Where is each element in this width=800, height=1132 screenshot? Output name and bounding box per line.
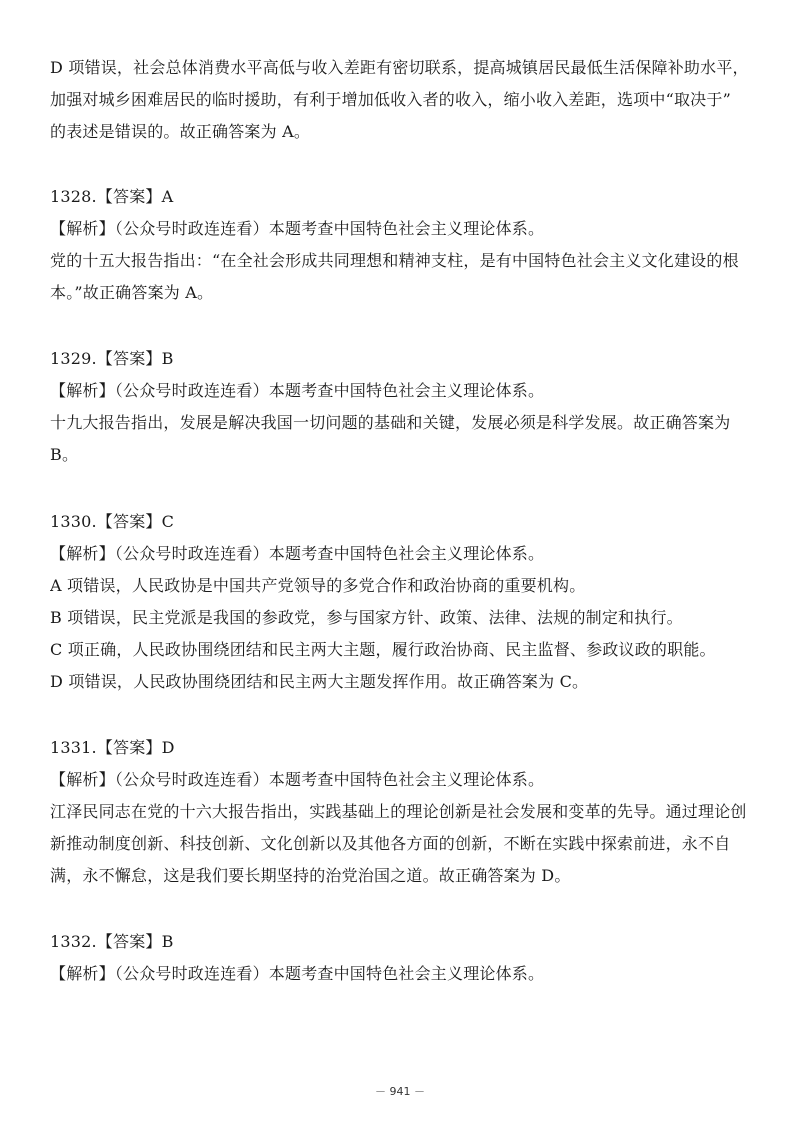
analysis-line: 本。”故正确答案为 A。 xyxy=(50,283,214,302)
analysis-line: 【解析】（公众号时政连连看）本题考查中国特色社会主义理论体系。 xyxy=(50,544,545,563)
answer-heading-1332: 1332.【答案】B xyxy=(50,932,174,951)
analysis-line: 江泽民同志在党的十六大报告指出，实践基础上的理论创新是社会发展和变革的先导。通过理论创 xyxy=(50,802,747,821)
answer-heading-1331: 1331.【答案】D xyxy=(50,738,175,757)
analysis-line: 【解析】（公众号时政连连看）本题考查中国特色社会主义理论体系。 xyxy=(50,964,545,983)
analysis-line: D 项错误，人民政协围绕团结和民主两大主题发挥作用。故正确答案为 C。 xyxy=(50,672,589,691)
analysis-line: 党的十五大报告指出：“在全社会形成共同理想和精神支柱，是有中国特色社会主义文化建设的根 xyxy=(50,251,739,270)
answer-heading-1328: 1328.【答案】A xyxy=(50,187,174,206)
analysis-line: A 项错误，人民政协是中国共产党领导的多党合作和政治协商的重要机构。 xyxy=(50,576,586,595)
analysis-line: B。 xyxy=(50,445,79,464)
intro-line: 加强对城乡困难居民的临时援助，有利于增加低收入者的收入，缩小收入差距，选项中“取决于” xyxy=(50,90,731,109)
page-number: － 941 － xyxy=(375,1085,425,1098)
intro-line: 的表述是错误的。故正确答案为 A。 xyxy=(50,122,311,141)
answer-heading-1329: 1329.【答案】B xyxy=(50,349,174,368)
analysis-line: 新推动制度创新、科技创新、文化创新以及其他各方面的创新，不断在实践中探索前进，永不自 xyxy=(50,834,731,853)
analysis-line: 满，永不懈怠，这是我们要长期坚持的治党治国之道。故正确答案为 D。 xyxy=(50,866,571,885)
answer-heading-1330: 1330.【答案】C xyxy=(50,512,175,531)
intro-line: D 项错误，社会总体消费水平高低与收入差距有密切联系，提高城镇居民最低生活保障补助水平， xyxy=(50,58,749,77)
analysis-line: 【解析】（公众号时政连连看）本题考查中国特色社会主义理论体系。 xyxy=(50,219,545,238)
analysis-line: 【解析】（公众号时政连连看）本题考查中国特色社会主义理论体系。 xyxy=(50,381,545,400)
analysis-line: B 项错误，民主党派是我国的参政党，参与国家方针、政策、法律、法规的制定和执行。 xyxy=(50,608,683,627)
analysis-line: 【解析】（公众号时政连连看）本题考查中国特色社会主义理论体系。 xyxy=(50,770,545,789)
analysis-line: 十九大报告指出，发展是解决我国一切问题的基础和关键，发展必须是科学发展。故正确答案为 xyxy=(50,413,731,432)
analysis-line: C 项正确，人民政协围绕团结和民主两大主题，履行政治协商、民主监督、参政议政的职能。 xyxy=(50,640,716,659)
